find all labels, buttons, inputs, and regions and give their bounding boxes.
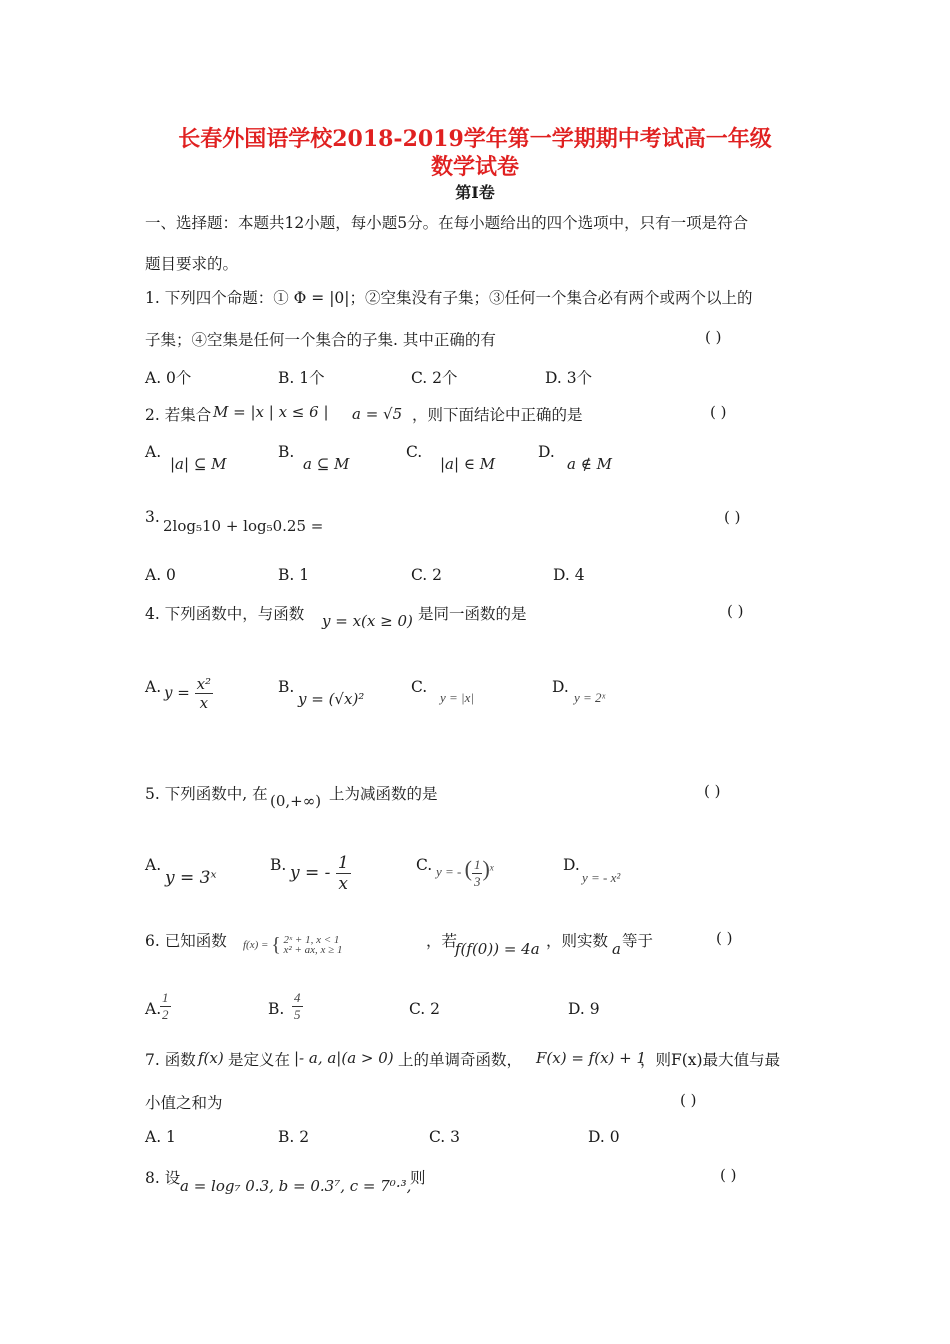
q8-expression: a = log₇ 0.3, b = 0.3⁷, c = 7⁰·³,	[180, 1177, 412, 1195]
q7-option-d: D. 0	[588, 1128, 620, 1146]
q3-option-c: C. 2	[411, 566, 443, 584]
q1-option-b: B. 1个	[278, 369, 325, 387]
q5-option-c-denominator: 3	[473, 873, 481, 889]
q4-option-c-label: C.	[411, 678, 428, 696]
q2-option-d-label: D.	[538, 443, 555, 461]
q4-option-d-label: D.	[552, 678, 569, 696]
q6-piece-2: x² + ax, x ≥ 1	[283, 944, 343, 956]
q4-answer-blank: ( )	[727, 602, 744, 620]
q2-stem-prefix: 2. 若集合	[145, 406, 212, 424]
q2-stem-suffix: ，则下面结论中正确的是	[412, 406, 583, 424]
q4-option-a-denominator: x	[199, 694, 209, 712]
q6-stem-shishu: ，则实数	[546, 932, 609, 950]
q3-option-b: B. 1	[278, 566, 310, 584]
q8-stem-prefix: 8. 设	[145, 1169, 181, 1187]
exam-title-line2: 数学试卷	[430, 154, 519, 180]
q7-stem-prefix: 7. 函数	[145, 1051, 196, 1069]
q6-function-name: f(x) =	[243, 939, 269, 951]
q1-option-a: A. 0个	[145, 369, 192, 387]
q7-stem-line2: 小值之和为	[145, 1094, 223, 1112]
q6-option-a-denominator: 2	[162, 1007, 169, 1022]
q1-stem-line2: 子集；④空集是任何一个集合的子集. 其中正确的有	[145, 331, 496, 349]
q6-option-b-denominator: 5	[294, 1007, 301, 1022]
q2-option-a-expr: |a| ⊆ M	[170, 455, 227, 473]
instructions-line2: 题目要求的。	[145, 255, 239, 273]
q6-stem-ruo: ，若	[426, 932, 458, 950]
q7-fx: f(x)	[198, 1049, 224, 1067]
q6-option-a-label: A.	[145, 1000, 162, 1018]
q4-option-c-expr: y = |x|	[440, 690, 474, 705]
q2-option-c-label: C.	[406, 443, 423, 461]
q6-option-a-fraction	[160, 990, 171, 1023]
q5-option-c-lhs: y = -	[436, 864, 462, 879]
q2-set-expression: M = |x | x ≤ 6 |	[213, 403, 329, 421]
q7-stem-odd-function: 上的单调奇函数，	[398, 1051, 523, 1069]
q4-option-a-lhs: y =	[164, 683, 190, 702]
q5-interval: (0,+∞)	[270, 792, 322, 810]
q5-option-c-fraction	[472, 857, 483, 890]
q4-stem-prefix: 4. 下列函数中，与函数	[145, 605, 305, 623]
q5-option-a-expr: y = 3ˣ	[165, 868, 217, 888]
q3-answer-blank: ( )	[724, 508, 741, 526]
q5-option-a-label: A.	[145, 856, 162, 874]
q2-option-b-expr: a ⊆ M	[303, 455, 350, 473]
q2-option-d-expr: a ∉ M	[567, 455, 612, 473]
q6-option-c: C. 2	[409, 1000, 441, 1018]
q6-option-a-numerator: 1	[162, 990, 169, 1005]
q7-F-definition: F(x) = f(x) + 1	[536, 1049, 647, 1067]
q5-option-b-denominator: x	[338, 874, 349, 894]
q5-option-b-expr	[290, 853, 351, 894]
section-label: 第Ⅰ卷	[455, 183, 495, 202]
q3-option-a: A. 0	[145, 566, 176, 584]
q7-answer-blank: ( )	[680, 1091, 697, 1109]
q4-option-a-label: A.	[145, 678, 162, 696]
q5-option-c-expr: y = - ( $\frac{1}{3}$ )$^x$	[436, 856, 494, 889]
q6-piecewise-function: f(x) = { 2ˣ + 1, x < 1 x² + ax, x ≥ 1	[243, 934, 343, 956]
exam-title-line1: 长春外国语学校2018-2019学年第一学期期中考试高一年级	[178, 126, 772, 152]
q1-stem-line1: 1. 下列四个命题：① Φ = |0|；②空集没有子集；③任何一个集合必有两个或两个以上的	[145, 289, 753, 307]
q5-option-d-label: D.	[563, 856, 580, 874]
q4-option-b-label: B.	[278, 678, 295, 696]
q6-option-b-fraction	[292, 990, 303, 1023]
q2-option-c-expr: |a| ∈ M	[440, 455, 496, 473]
q4-option-d-expr: y = 2ˣ	[574, 690, 606, 705]
q5-stem-suffix: 上为减函数的是	[329, 785, 438, 803]
q5-option-d-expr: y = - x²	[582, 870, 621, 885]
q3-number: 3.	[145, 508, 160, 526]
q6-answer-blank: ( )	[716, 929, 733, 947]
q7-stem-suffix: ，则F(x)最大值与最	[640, 1051, 781, 1069]
q2-option-a-label: A.	[145, 443, 162, 461]
q1-option-d: D. 3个	[545, 369, 593, 387]
q6-option-b-label: B.	[268, 1000, 285, 1018]
q4-function-expr: y = x(x ≥ 0)	[322, 612, 413, 630]
q7-domain: |- a, a|(a > 0)	[294, 1049, 394, 1067]
q4-option-a-fraction	[195, 675, 213, 712]
q1-option-c: C. 2个	[411, 369, 458, 387]
q5-answer-blank: ( )	[704, 782, 721, 800]
q6-stem-dengyu: 等于	[622, 932, 654, 950]
q4-stem-suffix: 是同一函数的是	[418, 605, 527, 623]
q8-stem-suffix: 则	[410, 1169, 426, 1187]
q2-answer-blank: ( )	[710, 403, 727, 421]
q3-option-d: D. 4	[553, 566, 585, 584]
q5-option-c-label: C.	[416, 856, 433, 874]
instructions-line1: 一、选择题：本题共12小题，每小题5分。在每小题给出的四个选项中，只有一项是符合	[145, 214, 749, 232]
q4-option-b-expr: y = (√x)²	[298, 690, 365, 708]
q2-a-expression: a = √5	[352, 405, 403, 423]
q4-option-a-expr	[164, 675, 213, 712]
q6-condition: f(f(0)) = 4a	[455, 940, 540, 958]
q5-option-b-label: B.	[270, 856, 287, 874]
q7-stem-domain-label: 是定义在	[228, 1051, 291, 1069]
q5-option-b-fraction	[336, 853, 351, 894]
q6-piece-1: 2ˣ + 1, x < 1	[283, 934, 340, 946]
q7-option-c: C. 3	[429, 1128, 461, 1146]
q6-option-d: D. 9	[568, 1000, 600, 1018]
q3-expression: 2log₅10 + log₅0.25 =	[163, 517, 324, 535]
q7-option-b: B. 2	[278, 1128, 310, 1146]
q5-option-b-lhs: y = -	[290, 863, 331, 883]
q6-variable-a: a	[612, 940, 621, 958]
q6-option-b-numerator: 4	[294, 990, 301, 1005]
q5-option-c-exponent: x	[489, 862, 494, 873]
q1-answer-blank: ( )	[705, 328, 722, 346]
q5-option-b-numerator: 1	[337, 853, 349, 873]
q6-stem-prefix: 6. 已知函数	[145, 932, 227, 950]
q4-option-a-numerator: x²	[196, 675, 212, 693]
q5-option-c-numerator: 1	[473, 856, 481, 872]
q5-stem-prefix: 5. 下列函数中, 在	[145, 785, 268, 803]
q7-option-a: A. 1	[145, 1128, 176, 1146]
q2-option-b-label: B.	[278, 443, 295, 461]
q8-answer-blank: ( )	[720, 1166, 737, 1184]
